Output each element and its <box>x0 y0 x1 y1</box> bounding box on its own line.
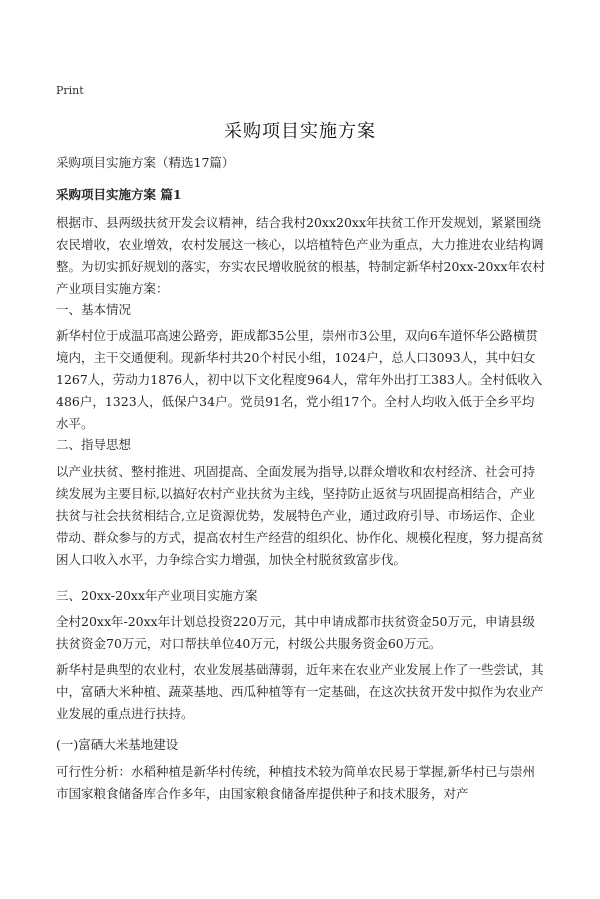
paragraph-rice-feasibility <box>56 761 546 805</box>
print-label: Print <box>56 84 84 97</box>
paragraph-basic-situation <box>56 325 546 435</box>
paragraph-investment <box>56 611 546 655</box>
paragraph-text: 根据市、县两级扶贫开发会议精神，结合我村20xx20xx年扶贫工作开发规划，紧紧围绕农民增收，农业增效，农村发展这一核心，以培植特色产业为重点，大力推进农业结构调整。为切实抓好规划的落实，夯实农民增收脱贫的根基，特制定新华村20xx-20xx年农村产业项目实施方案： <box>56 215 546 296</box>
paragraph-text: 新华村位于成温邛高速公路旁，距成都35公里，崇州市3公里，双向6车道怀华公路横贯境内，主干交通便利。现新华村共20个村民小组，1024户，总人口3093人，其中妇女1267人，劳动力1876人，初中以下文化程度964人，常年外出打工383人。全村低收入486户，1323人，低保户34户。党员91名，党小组17个。全村人均收入低于全乡平均水平。 <box>56 328 543 431</box>
heading-basic-situation: 一、基本情况 <box>56 302 132 317</box>
paragraph-text: 可行性分析：水稻种植是新华村传统，种植技术较为简单农民易于掌握,新华村已与崇州市国家粮食储备库合作多年，由国家粮食储备库提供种子和技术服务，对产 <box>56 764 535 801</box>
paragraph-text: 全村20xx年-20xx年计划总投资220万元，其中申请成都市扶贫资金50万元，申请县级扶贫资金70万元，对口帮扶单位40万元，村级公共服务资金60万元。 <box>56 614 535 651</box>
paragraph-text: 以产业扶贫、整村推进、巩固提高、全面发展为指导,以群众增收和农村经济、社会可持续发展为主要目标,以搞好农村产业扶贫为主线，坚持防止返贫与巩固提高相结合，产业扶贫与社会扶贫相结合,立足资源优势，发展特色产业，通过政府引导、市场运作、企业带动、群众参与的方式，提高农村生产经营的组织化、协作化、规模化程度，努力提高贫困人口收入水平，力争综合实力增强，加快全村脱贫致富步伐。 <box>56 464 544 567</box>
document-subtitle: 采购项目实施方案（精选17篇） <box>56 155 235 170</box>
paragraph-guiding-ideology <box>56 461 546 571</box>
heading-guiding-ideology: 二、指导思想 <box>56 437 132 452</box>
heading-project-plan: 三、20xx-20xx年产业项目实施方案 <box>56 588 258 603</box>
paragraph-text: 新华村是典型的农业村，农业发展基础薄弱，近年来在农业产业发展上作了一些尝试，其中，富硒大米种植、蔬菜基地、西瓜种植等有一定基础，在这次扶贫开发中拟作为农业产业发展的重点进行扶持。 <box>56 662 544 721</box>
paragraph-intro <box>56 212 546 300</box>
section-heading: 采购项目实施方案 篇1 <box>56 187 182 202</box>
paragraph-agriculture <box>56 659 546 725</box>
heading-rice-base: (一)富硒大米基地建设 <box>56 737 179 752</box>
document-title: 采购项目实施方案 <box>224 121 376 142</box>
